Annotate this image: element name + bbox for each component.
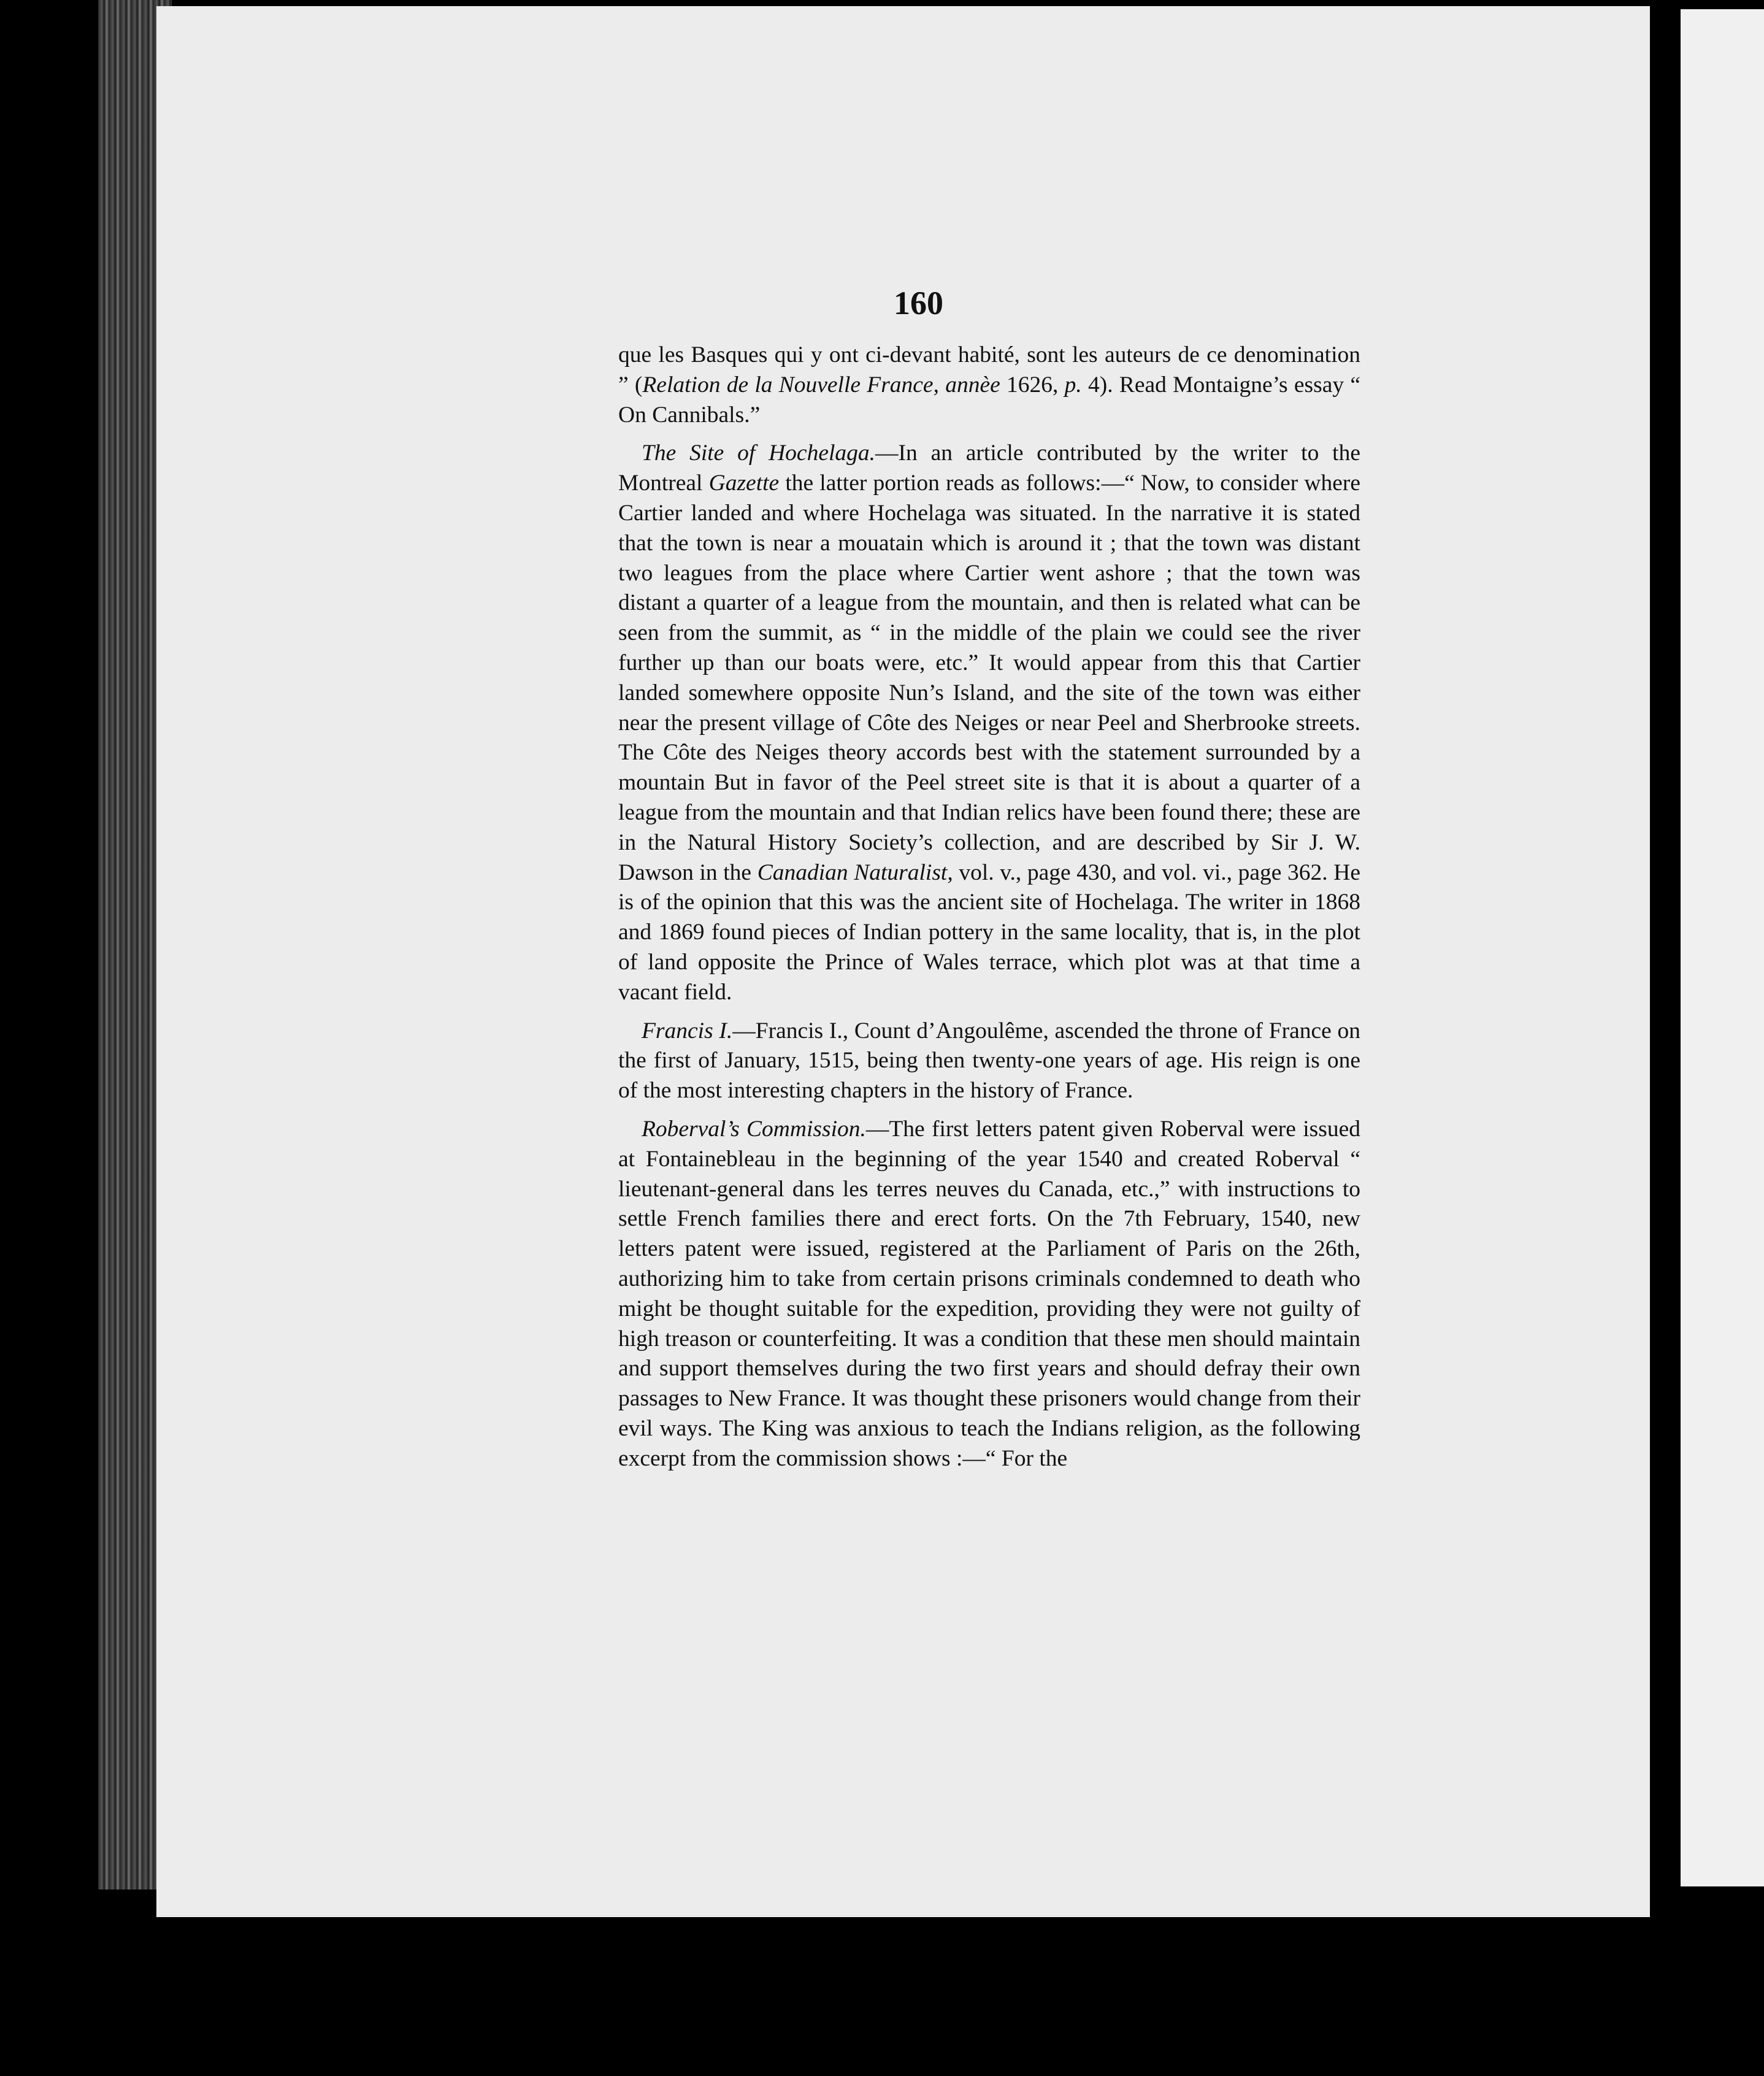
paragraph-basques: que les Basques qui y ont ci-devant habité, sont les auteurs de ce denomination ” (Relation de la Nouvelle France, annèe 1626, p. 4). Read Montaigne’s essay “ On Cannibals.” <box>618 342 1361 428</box>
page-number: 160 <box>894 285 943 321</box>
paragraph-francis-i: Francis I.—Francis I., Count d’Angoulême, ascended the throne of France on the first of January, 1515, being then twenty-one years of age. His reign is one of the most interesting chapters in the history of France. <box>618 1018 1360 1104</box>
facing-page-edge <box>1681 9 1764 1886</box>
section-heading: Roberval’s Commission. <box>642 1116 866 1142</box>
section-heading: The Site of Hochelaga. <box>642 440 876 466</box>
paragraph-site-of-hochelaga: The Site of Hochelaga.—In an article contributed by the writer to the Montreal Gazette the latter portion reads as follows:—“ Now, to consider where Cartier landed and where Hochelaga was situated. In the narrative it is stated that the town is near a mouatain which is around it ; that the town was distant two leagues from the place where Cartier went ashore ; that the town was distant a quarter of a league from the mountain, and then is related what can be seen from the summit, as “ in the middle of the plain we could see the river further up than our boats were, etc.” It would appear from this that Cartier landed somewhere opposite Nun’s Island, and the site of the town was either near the present village of Côte des Neiges or near Peel and Sherbrooke streets. The Côte des Neiges theory accords best with the statement surrounded by a mountain But in favor of the Peel street site is that it is about a quarter of a league from the mountain and that Indian relics have been found there; these are in the Natural History Society’s collection, and are described by Sir J. W. Dawson in the Canadian Naturalist, vol. v., page 430, and vol. vi., page 362. He is of the opinion that this was the ancient site of Hochelaga. The writer in 1868 and 1869 found pieces of Indian pottery in the same locality, that is, in the plot of land opposite the Prince of Wales terrace, which plot was at that time a vacant field. <box>618 440 1360 1005</box>
paragraph-robervals-commission: Roberval’s Commission.—The first letters patent given Roberval were issued at Fontainebleau in the beginning of the year 1540 and created Roberval “ lieutenant-general dans les terres neuves du Canada, etc.,” with instructions to settle French families there and erect forts. On the 7th February, 1540, new letters patent were issued, registered at the Parliament of Paris on the 26th, authorizing him to take from certain prisons criminals condemned to death who might be thought suitable for the expedition, providing they were not guilty of high treason or counterfeiting. It was a condition that these men should maintain and support themselves during the two first years and should defray their own passages to New France. It was thought these prisoners would change from their evil ways. The King was anxious to teach the Indians religion, as the following excerpt from the commission shows :—“ For the <box>618 1116 1360 1471</box>
section-heading: Francis I. <box>642 1018 733 1044</box>
body-text <box>618 340 1360 1482</box>
